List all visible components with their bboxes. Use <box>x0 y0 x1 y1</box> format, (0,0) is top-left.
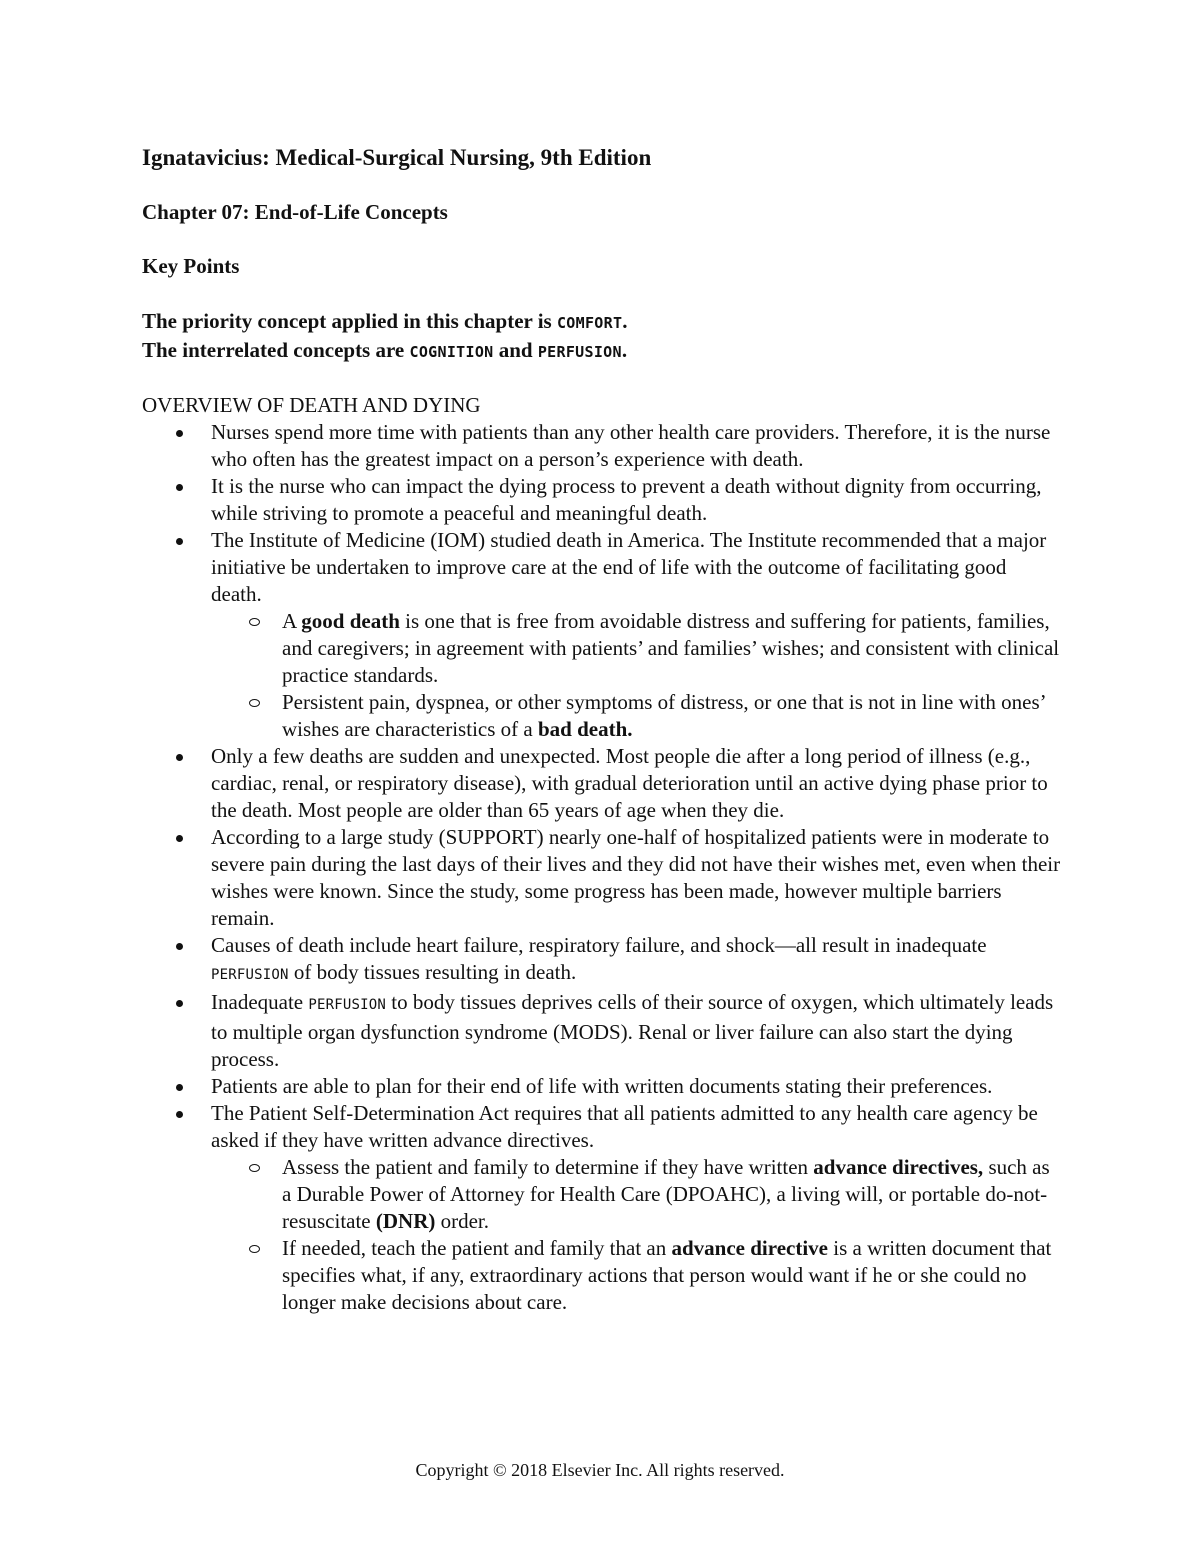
bullet-icon <box>176 1084 183 1091</box>
section-heading: OVERVIEW OF DEATH AND DYING <box>142 393 481 417</box>
advance-directives-term: advance directives, <box>813 1155 984 1179</box>
chapter-title: Chapter 07: End-of-Life Concepts <box>142 200 448 224</box>
sub-item-text-post: is one that is free from avoidable distress and suffering for patients, families, and caregivers; in agreement with patients’ and families’ wishes; and consistent with clinical practice standards. <box>282 609 1060 687</box>
sub-bullet-icon <box>249 1164 260 1172</box>
priority-concept-line <box>142 308 1062 337</box>
bullet-icon <box>176 430 183 437</box>
sub-bullet-icon <box>249 1245 260 1253</box>
list-item <box>142 824 1062 932</box>
key-points-label: Key Points <box>142 254 240 278</box>
list-item <box>142 1073 1062 1100</box>
list-item <box>142 419 1062 473</box>
list-item-text: Nurses spend more time with patients than any other health care providers. Therefore, it is the nurse who often has the greatest impact on a person’s experience with death. <box>211 420 1051 471</box>
list-item-text-post: to body tissues deprives cells of their source of oxygen, which ultimately leads to multiple organ dysfunction syndrome (MODS). Renal or liver failure can also start the dying process. <box>211 990 1054 1071</box>
page-content <box>142 143 1062 1316</box>
list-item <box>142 527 1062 743</box>
bullet-list <box>142 419 1062 1316</box>
interrelated-prefix: The interrelated concepts are <box>142 338 410 362</box>
list-item-text: According to a large study (SUPPORT) nearly one-half of hospitalized patients were in moderate to severe pain during the last days of their lives and they did not have their wishes met, even when their wishes were known. Since the study, some progress has been made, however multiple barriers remain. <box>211 825 1061 930</box>
priority-prefix: The priority concept applied in this chapter is <box>142 309 557 333</box>
concepts-block <box>142 308 1062 366</box>
list-item-text-pre: Inadequate <box>211 990 309 1014</box>
good-death-term: good death <box>301 609 400 633</box>
bullet-icon <box>176 835 183 842</box>
priority-concept: COMFORT <box>556 314 623 332</box>
interrelated-concept-cognition: COGNITION <box>409 343 494 361</box>
list-item-text-post: of body tissues resulting in death. <box>288 960 577 984</box>
list-item <box>142 989 1062 1073</box>
list-item <box>142 743 1062 824</box>
perfusion-concept: PERFUSION <box>308 997 387 1013</box>
sub-item-text-mid: such as a Durable Power of Attorney for Health Care (DPOAHC), a living will, or portable do-not-resuscitate <box>282 1155 1050 1233</box>
sub-item-text-pre: A <box>282 609 302 633</box>
interrelated-and: and <box>493 338 538 362</box>
list-item <box>142 1100 1062 1316</box>
sub-list-item <box>211 1235 1062 1316</box>
dnr-term: (DNR) <box>375 1209 436 1233</box>
list-item-text: The Institute of Medicine (IOM) studied death in America. The Institute recommended that a major initiative be undertaken to improve care at the end of life with the outcome of facilitating good death. <box>211 528 1047 606</box>
bullet-icon <box>176 538 183 545</box>
bullet-icon <box>176 1111 183 1118</box>
list-item <box>142 473 1062 527</box>
perfusion-concept: PERFUSION <box>211 967 289 983</box>
bullet-icon <box>176 1000 183 1007</box>
copyright-footer: Copyright © 2018 Elsevier Inc. All rights reserved. <box>415 1460 785 1480</box>
bullet-icon <box>176 754 183 761</box>
list-item <box>142 932 1062 989</box>
sub-list-item <box>211 1154 1062 1235</box>
bad-death-term: bad death. <box>537 717 633 741</box>
sub-item-text-pre: If needed, teach the patient and family that an <box>282 1236 672 1260</box>
list-item-text-pre: Causes of death include heart failure, respiratory failure, and shock—all result in inadequate <box>211 933 987 957</box>
list-item-text: Only a few deaths are sudden and unexpected. Most people die after a long period of illness (e.g., cardiac, renal, or respiratory disease), with gradual deterioration until an active dying phase prior to the death. Most people are older than 65 years of age when they die. <box>211 744 1048 822</box>
sub-list-item <box>211 689 1062 743</box>
sub-list <box>211 608 1062 743</box>
priority-suffix: . <box>622 309 628 333</box>
bullet-icon <box>176 484 183 491</box>
sub-item-text-pre: Assess the patient and family to determine if they have written <box>282 1155 814 1179</box>
sub-bullet-icon <box>249 618 260 626</box>
sub-item-text-pre: Persistent pain, dyspnea, or other symptoms of distress, or one that is not in line with ones’ wishes are characteristics of a <box>282 690 1046 741</box>
book-title: Ignatavicius: Medical-Surgical Nursing, 9th Edition <box>142 145 652 170</box>
interrelated-concept-perfusion: PERFUSION <box>537 343 622 361</box>
interrelated-suffix: . <box>621 338 628 362</box>
list-item-text: The Patient Self-Determination Act requires that all patients admitted to any health care agency be asked if they have written advance directives. <box>211 1101 1038 1152</box>
list-item-text: Patients are able to plan for their end of life with written documents stating their preferences. <box>211 1074 993 1098</box>
sub-list-item <box>211 608 1062 689</box>
sub-bullet-icon <box>249 699 260 707</box>
interrelated-concepts-line <box>142 337 1062 366</box>
sub-list <box>211 1154 1062 1316</box>
sub-item-text-post: is a written document that specifies what, if any, extraordinary actions that person would want if he or she could no longer make decisions about care. <box>282 1236 1052 1314</box>
sub-item-text-post: order. <box>435 1209 490 1233</box>
bullet-icon <box>176 943 183 950</box>
advance-directive-term: advance directive <box>671 1236 828 1260</box>
list-item-text: It is the nurse who can impact the dying process to prevent a death without dignity from occurring, while striving to promote a peaceful and meaningful death. <box>211 474 1042 525</box>
